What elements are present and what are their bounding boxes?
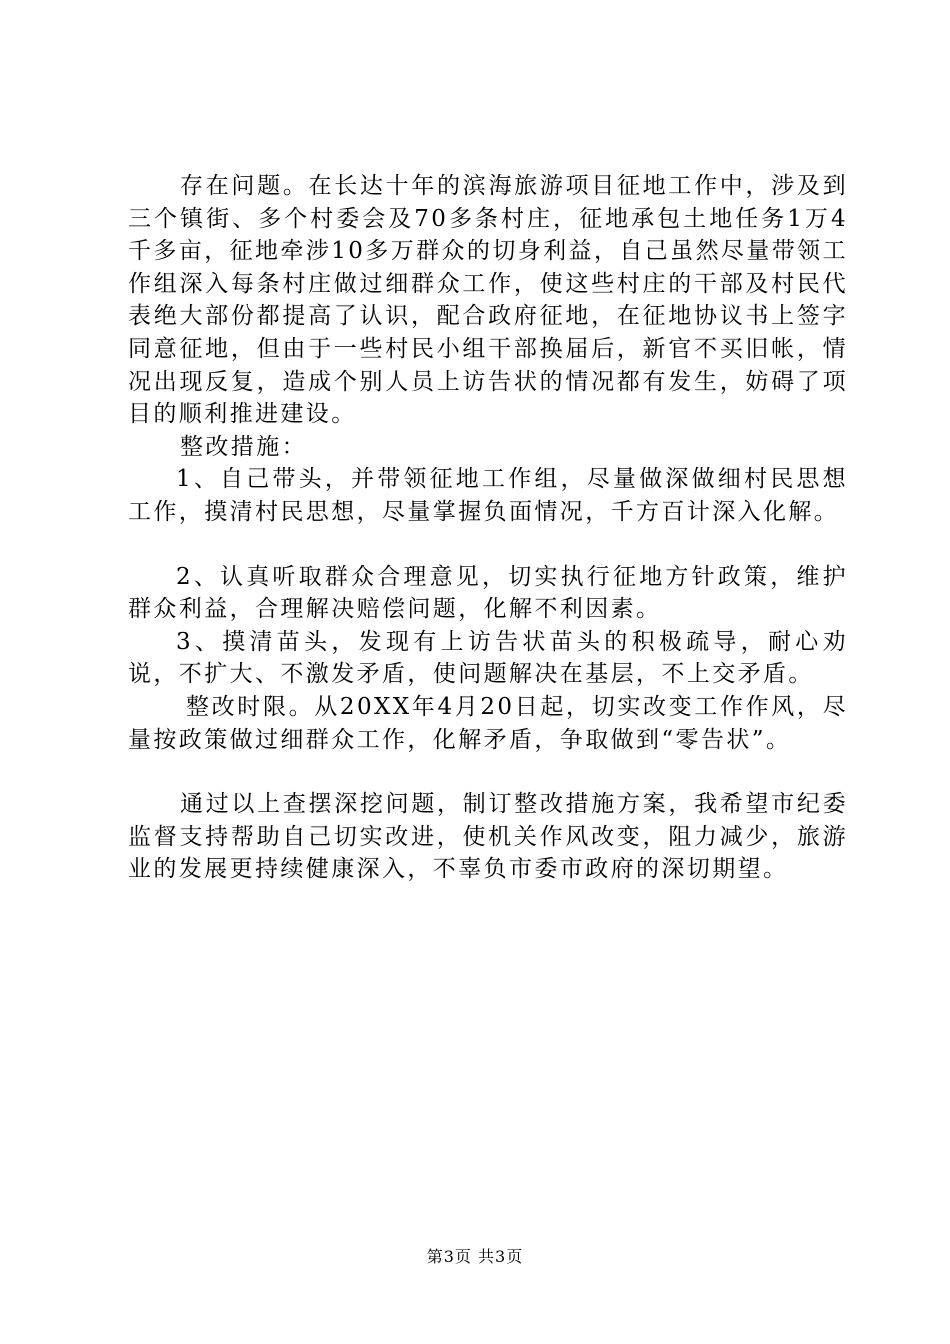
paragraph-deadline: 整改时限。从20XX年4月20日起，切实改变工作作风，尽量按政策做过细群众工作，化解矛盾，争取做到“零告状”。 bbox=[128, 693, 848, 753]
page-number-footer: 第3页 共3页 bbox=[426, 1247, 524, 1266]
paragraph-gap bbox=[128, 756, 848, 788]
paragraph-conclusion: 通过以上查摆深挖问题，制订整改措施方案，我希望市纪委监督支持帮助自己切实改进，使机关作风改变，阻力减少，旅游业的发展更持续健康深入，不辜负市委市政府的深切期望。 bbox=[128, 791, 848, 883]
paragraph-problems: 存在问题。在长达十年的滨海旅游项目征地工作中，涉及到三个镇街、多个村委会及70多条村庄，征地承包土地任务1万4千多亩，征地牵涉10多万群众的切身利益，自己虽然尽量带领工作组深入每条村庄做过细群众工作，使这些村庄的干部及村民代表绝大部份都提高了认识，配合政府征地，在征地协议书上签字同意征地，但由于一些村民小组干部换届后，新官不买旧帐，情况出现反复，造成个别人员上访告状的情况都有发生，妨碍了项目的顺利推进建设。 bbox=[128, 173, 848, 428]
paragraph-measure-3: 3、摸清苗头，发现有上访告状苗头的积极疏导，耐心劝说，不扩大、不激发矛盾，使问题解决在基层，不上交矛盾。 bbox=[128, 628, 848, 688]
paragraph-measures-heading: 整改措施： bbox=[180, 433, 307, 460]
paragraph-measure-1: 1、自己带头，并带领征地工作组，尽量做深做细村民思想工作，摸清村民思想，尽量掌握负面情况，千方百计深入化解。 bbox=[128, 466, 848, 525]
paragraph-measure-2: 2、认真听取群众合理意见，切实执行征地方针政策，维护群众利益，合理解决赔偿问题，化解不利因素。 bbox=[128, 563, 848, 623]
document-body bbox=[128, 170, 848, 886]
paragraph-gap bbox=[128, 529, 848, 561]
